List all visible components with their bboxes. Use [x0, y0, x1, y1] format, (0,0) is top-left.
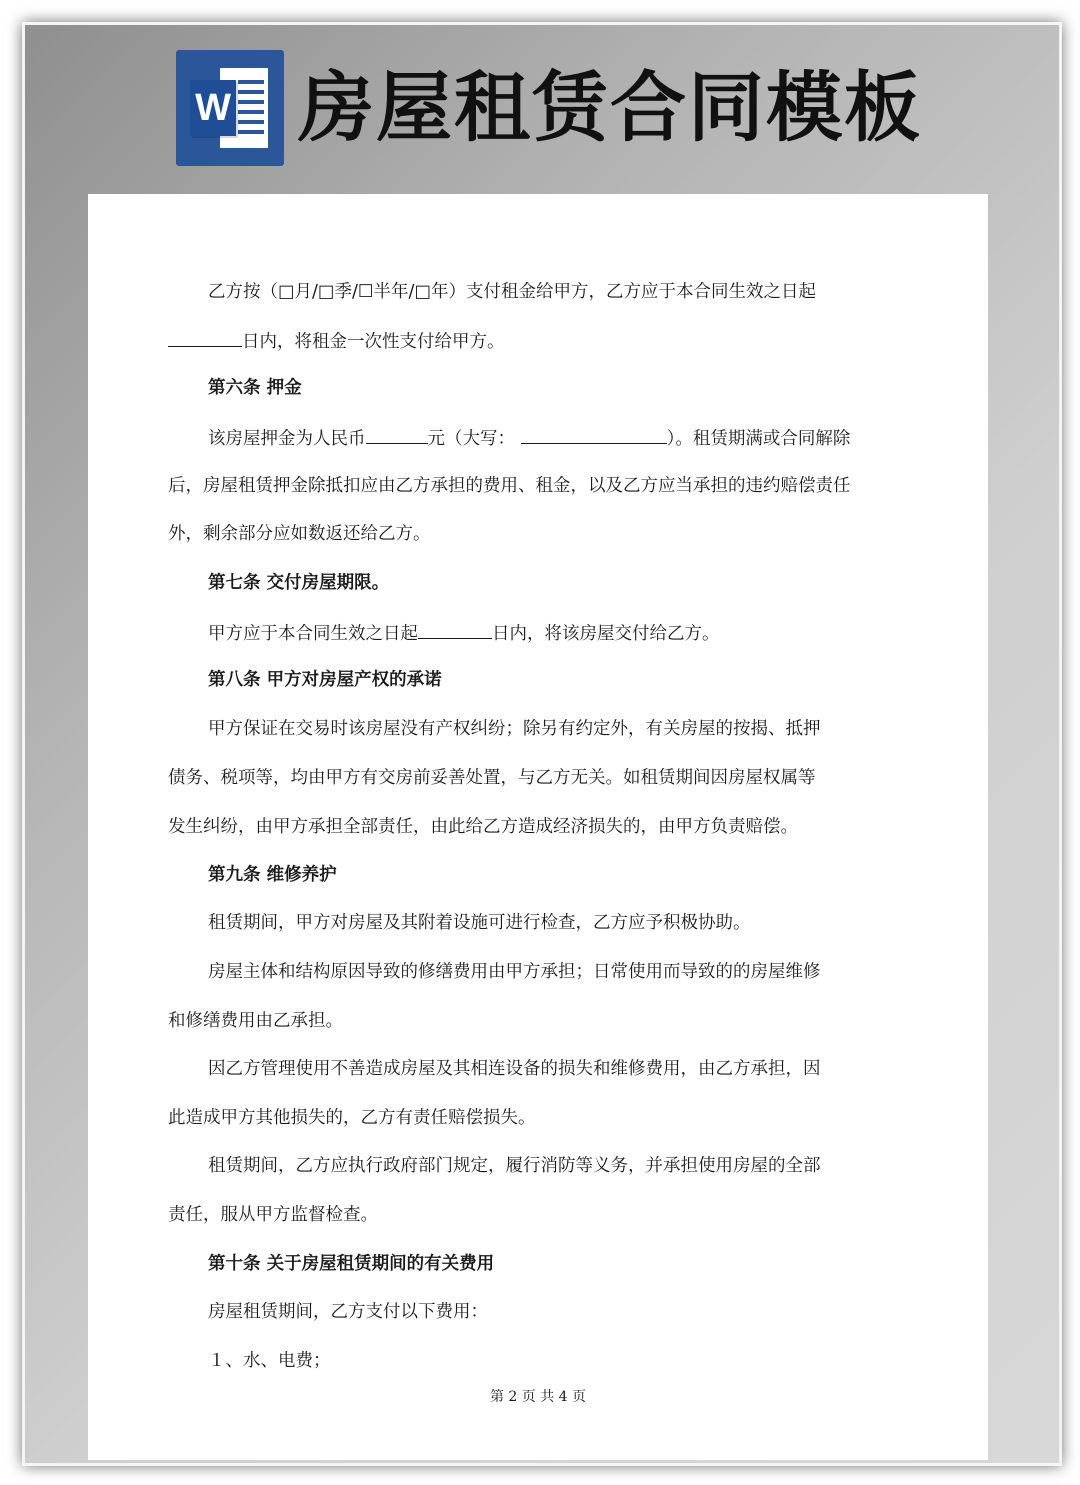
page-number-footer: 第 2 页 共 4 页	[489, 1389, 587, 1405]
paragraph-line: 房屋主体和结构原因导致的修缮费用由甲方承担；日常使用而导致的的房屋维修	[208, 962, 821, 982]
banner	[176, 50, 922, 166]
paragraph-line: 日内，将租金一次性支付给甲方。	[168, 328, 908, 354]
fill-blank	[366, 425, 428, 444]
paragraph-line: 此造成甲方其他损失的，乙方有责任赔偿损失。	[168, 1108, 536, 1128]
section-heading: 第九条 维修养护	[208, 865, 337, 885]
fill-blank	[168, 328, 242, 347]
section-heading: 第八条 甲方对房屋产权的承诺	[208, 670, 442, 690]
paragraph-line: 租赁期间，甲方对房屋及其附着设施可进行检查，乙方应予积极协助。	[208, 913, 751, 933]
section-heading: 第七条 交付房屋期限。	[208, 573, 390, 593]
fill-blank	[521, 425, 667, 444]
word-letter: W	[190, 80, 236, 136]
paragraph-line: 乙方按（□月/□季/☐半年/□年）支付租金给甲方，乙方应于本合同生效之日起	[208, 282, 816, 302]
paragraph-line: 甲方保证在交易时该房屋没有产权纠纷；除另有约定外，有关房屋的按揭、抵押	[208, 719, 821, 739]
paragraph-line: 发生纠纷，由甲方承担全部责任，由此给乙方造成经济损失的，由甲方负责赔偿。	[168, 817, 798, 837]
word-document-icon	[176, 50, 284, 166]
paragraph-line: 甲方应于本合同生效之日起 日内，将该房屋交付给乙方。	[168, 620, 908, 646]
paragraph-line: 租赁期间，乙方应执行政府部门规定，履行消防等义务，并承担使用房屋的全部	[208, 1156, 821, 1176]
document-page	[88, 194, 988, 1460]
paragraph-line: 后，房屋租赁押金除抵扣应由乙方承担的费用、租金，以及乙方应当承担的违约赔偿责任	[168, 476, 851, 496]
fill-blank	[418, 620, 492, 639]
paragraph-line: 该房屋押金为人民币 元（大写： ）。租赁期满或合同解除	[168, 425, 908, 451]
page-title: 房屋租赁合同模板	[298, 63, 922, 152]
list-item: １、水、电费；	[208, 1351, 331, 1371]
paragraph-line: 责任，服从甲方监督检查。	[168, 1205, 378, 1225]
section-heading: 第六条 押金	[208, 378, 302, 398]
section-heading: 第十条 关于房屋租赁期间的有关费用	[208, 1254, 495, 1274]
paragraph-line: 外，剩余部分应如数返还给乙方。	[168, 524, 431, 544]
paragraph-line: 和修缮费用由乙承担。	[168, 1011, 343, 1031]
paragraph-line: 房屋租赁期间，乙方支付以下费用：	[208, 1302, 488, 1322]
paragraph-line: 因乙方管理使用不善造成房屋及其相连设备的损失和维修费用，由乙方承担，因	[208, 1059, 821, 1079]
paragraph-line: 债务、税项等，均由甲方有交房前妥善处置，与乙方无关。如租赁期间因房屋权属等	[168, 768, 816, 788]
